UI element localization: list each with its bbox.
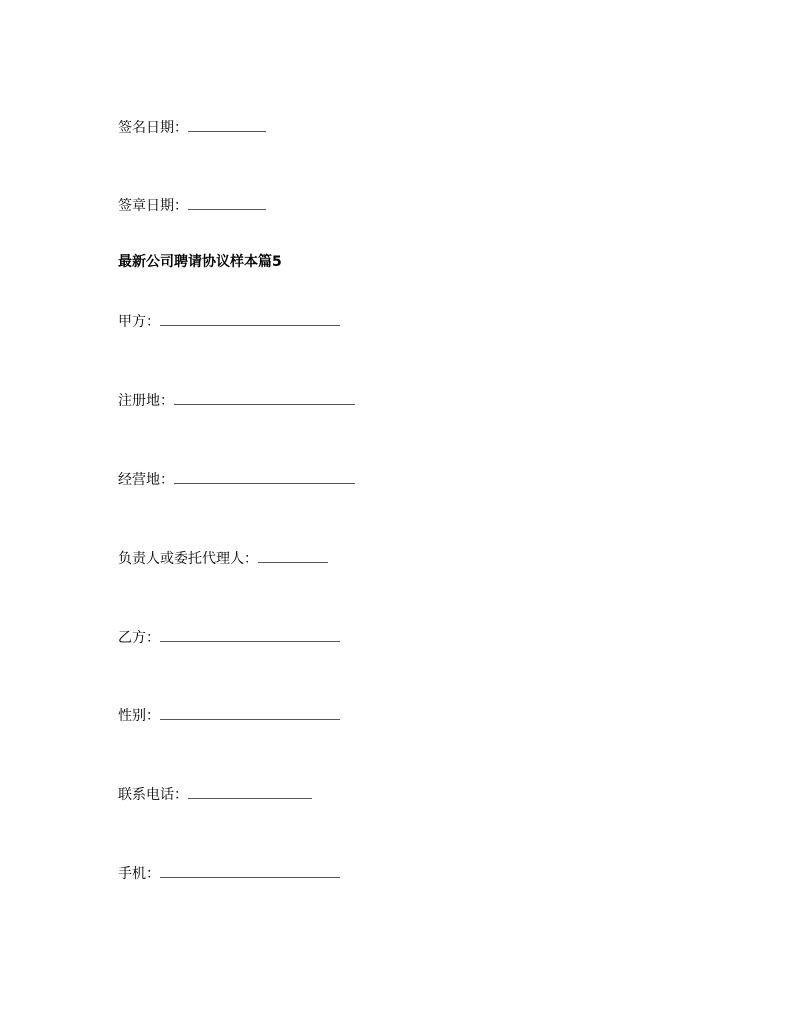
seal-date-blank [188,197,266,210]
registered-address-label: 注册地： [118,393,174,409]
party-a-label: 甲方： [118,314,160,330]
party-a-blank [160,313,340,326]
business-address-blank [174,471,355,484]
phone-line [118,786,312,804]
mobile-line [118,865,340,883]
phone-blank [188,786,312,799]
business-address-line [118,471,355,489]
phone-label: 联系电话： [118,787,188,803]
party-a-line [118,313,340,331]
seal-date-label: 签章日期： [118,198,188,214]
signature-date-label: 签名日期： [118,120,188,136]
gender-label: 性别： [118,708,160,724]
gender-blank [160,707,340,720]
party-b-label: 乙方： [118,630,160,646]
signature-date-blank [188,119,266,132]
business-address-label: 经营地： [118,472,174,488]
representative-blank [258,550,328,563]
registered-address-blank [174,392,355,405]
section-title: 最新公司聘请协议样本篇5 [118,254,282,270]
mobile-blank [160,865,340,878]
party-b-line [118,629,340,647]
mobile-label: 手机： [118,866,160,882]
party-b-blank [160,629,340,642]
representative-label: 负责人或委托代理人： [118,551,258,567]
gender-line [118,707,340,725]
signature-date-line [118,119,266,137]
registered-address-line [118,392,355,410]
representative-line [118,550,328,568]
seal-date-line [118,197,266,215]
